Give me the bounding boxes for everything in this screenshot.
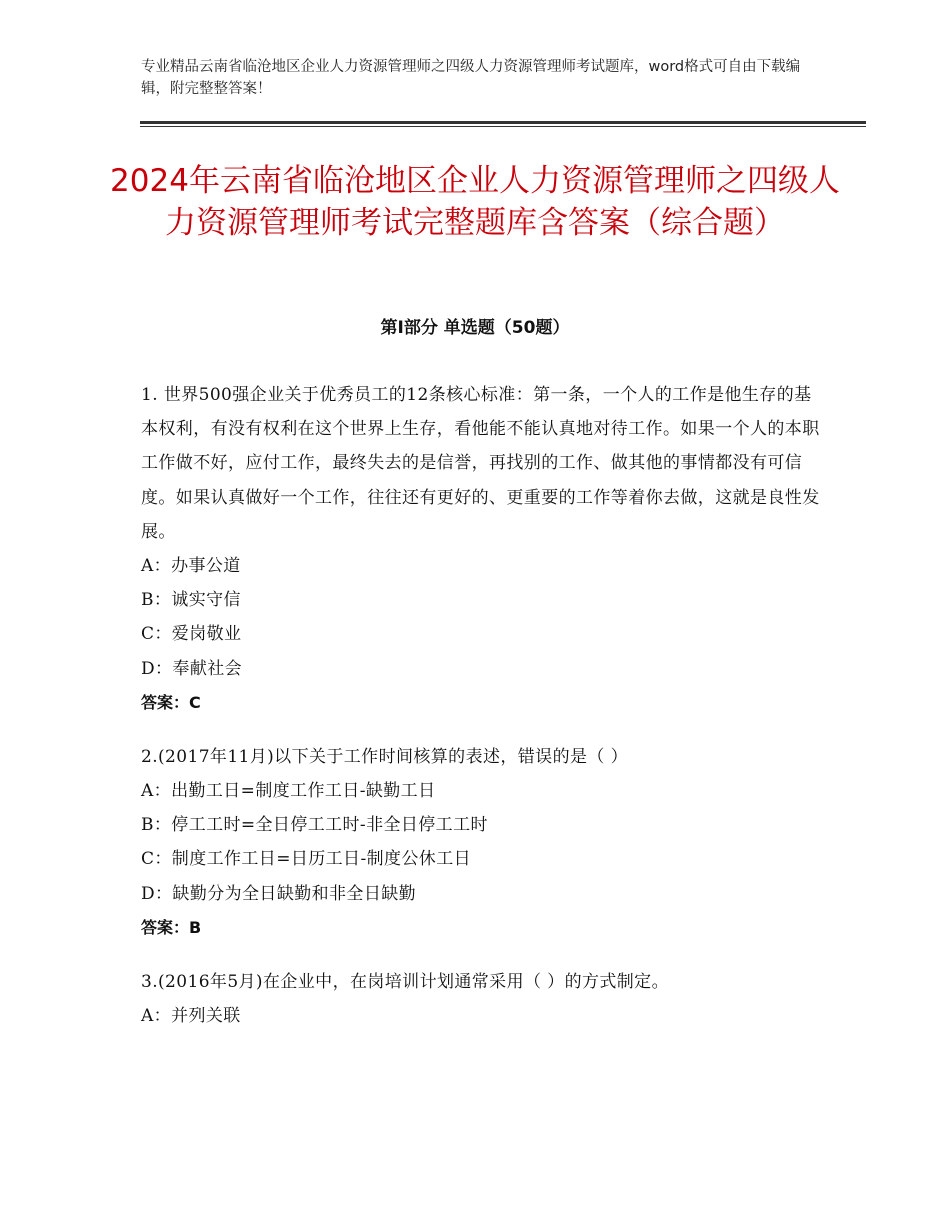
document-title: 2024年云南省临沧地区企业人力资源管理师之四级人力资源管理师考试完整题库含答案（综合题） <box>110 163 840 241</box>
question-1 <box>141 378 821 720</box>
question-stem: 3.(2016年5月)在企业中，在岗培训计划通常采用（ ）的方式制定。 <box>141 971 669 992</box>
question-2 <box>141 740 821 945</box>
question-3 <box>141 965 821 1033</box>
option-c: C：爱岗敬业 <box>141 624 242 645</box>
option-b: B：诚实守信 <box>141 590 241 611</box>
option-b: B：停工工时=全日停工工时-非全日停工工时 <box>141 815 488 836</box>
question-stem: 1. 世界500强企业关于优秀员工的12条核心标准：第一条，一个人的工作是他生存的基本权利，有没有权利在这个世界上生存，看他能不能认真地对待工作。如果一个人的本职工作做不好，应付工作，最终失去的是信誉，再找别的工作、做其他的事情都没有可信度。如果认真做好一个工作，往往还有更好的、更重要的工作等着你去做，这就是良性发展。 <box>141 385 820 542</box>
option-d: D：缺勤分为全日缺勤和非全日缺勤 <box>141 883 417 904</box>
option-c: C：制度工作工日=日历工日-制度公休工日 <box>141 849 471 870</box>
option-a: A：出勤工日=制度工作工日-缺勤工日 <box>141 781 436 802</box>
header-divider-thin <box>140 126 866 127</box>
answer-line: 答案：C <box>141 692 201 712</box>
option-a: A：办事公道 <box>141 556 241 577</box>
header-note: 专业精品云南省临沧地区企业人力资源管理师之四级人力资源管理师考试题库，word格式可自由下载编辑，附完整整答案！ <box>141 59 801 97</box>
section-title: 第Ⅰ部分 单选题（50题） <box>380 318 570 338</box>
question-list <box>141 378 821 1053</box>
answer-line: 答案：B <box>141 917 202 937</box>
question-stem: 2.(2017年11月)以下关于工作时间核算的表述，错误的是（ ） <box>141 746 628 767</box>
option-a: A：并列关联 <box>141 1006 241 1027</box>
header-divider-thick <box>140 121 866 124</box>
option-d: D：奉献社会 <box>141 658 243 679</box>
